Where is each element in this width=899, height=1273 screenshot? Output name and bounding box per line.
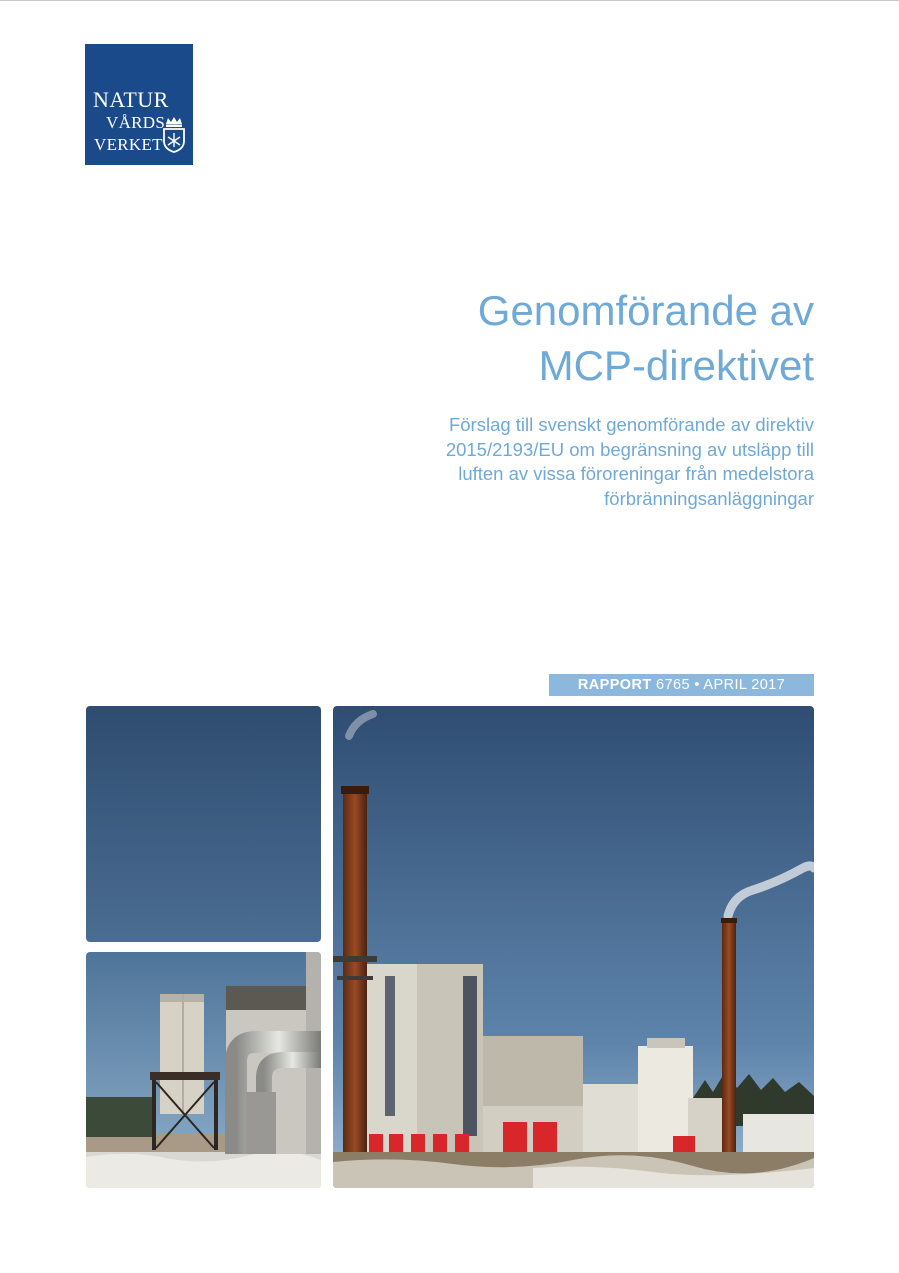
industrial-plant-photo (86, 952, 321, 1188)
naturvardsverket-logo (85, 44, 193, 165)
crown-shield-icon (162, 115, 186, 153)
report-label: RAPPORT (577, 677, 652, 693)
report-title (214, 283, 814, 393)
report-number-band (549, 674, 814, 696)
logo-line-3: VERKET (94, 135, 163, 154)
logo-line-1: NATUR (93, 87, 169, 112)
subtitle-line-4: förbränningsanläggningar (604, 487, 814, 509)
subtitle-line-3: luften av vissa föroreningar från medelstora (458, 463, 814, 484)
subtitle-line-2: 2015/2193/EU om begränsning av utsläpp till (445, 438, 814, 460)
sky-photo (86, 706, 321, 942)
title-line-2: MCP-direktivet (538, 342, 814, 389)
subtitle-line-1: Förslag till svenskt genomförande av direktiv (448, 414, 814, 435)
power-plant-chimneys-photo (333, 706, 814, 1188)
logo-line-2: VÅRDS (106, 113, 166, 132)
report-number-date: 6765 • APRIL 2017 (656, 677, 786, 693)
title-line-1: Genomförande av (477, 287, 814, 334)
report-subtitle (344, 413, 814, 511)
top-rule (0, 0, 899, 1)
